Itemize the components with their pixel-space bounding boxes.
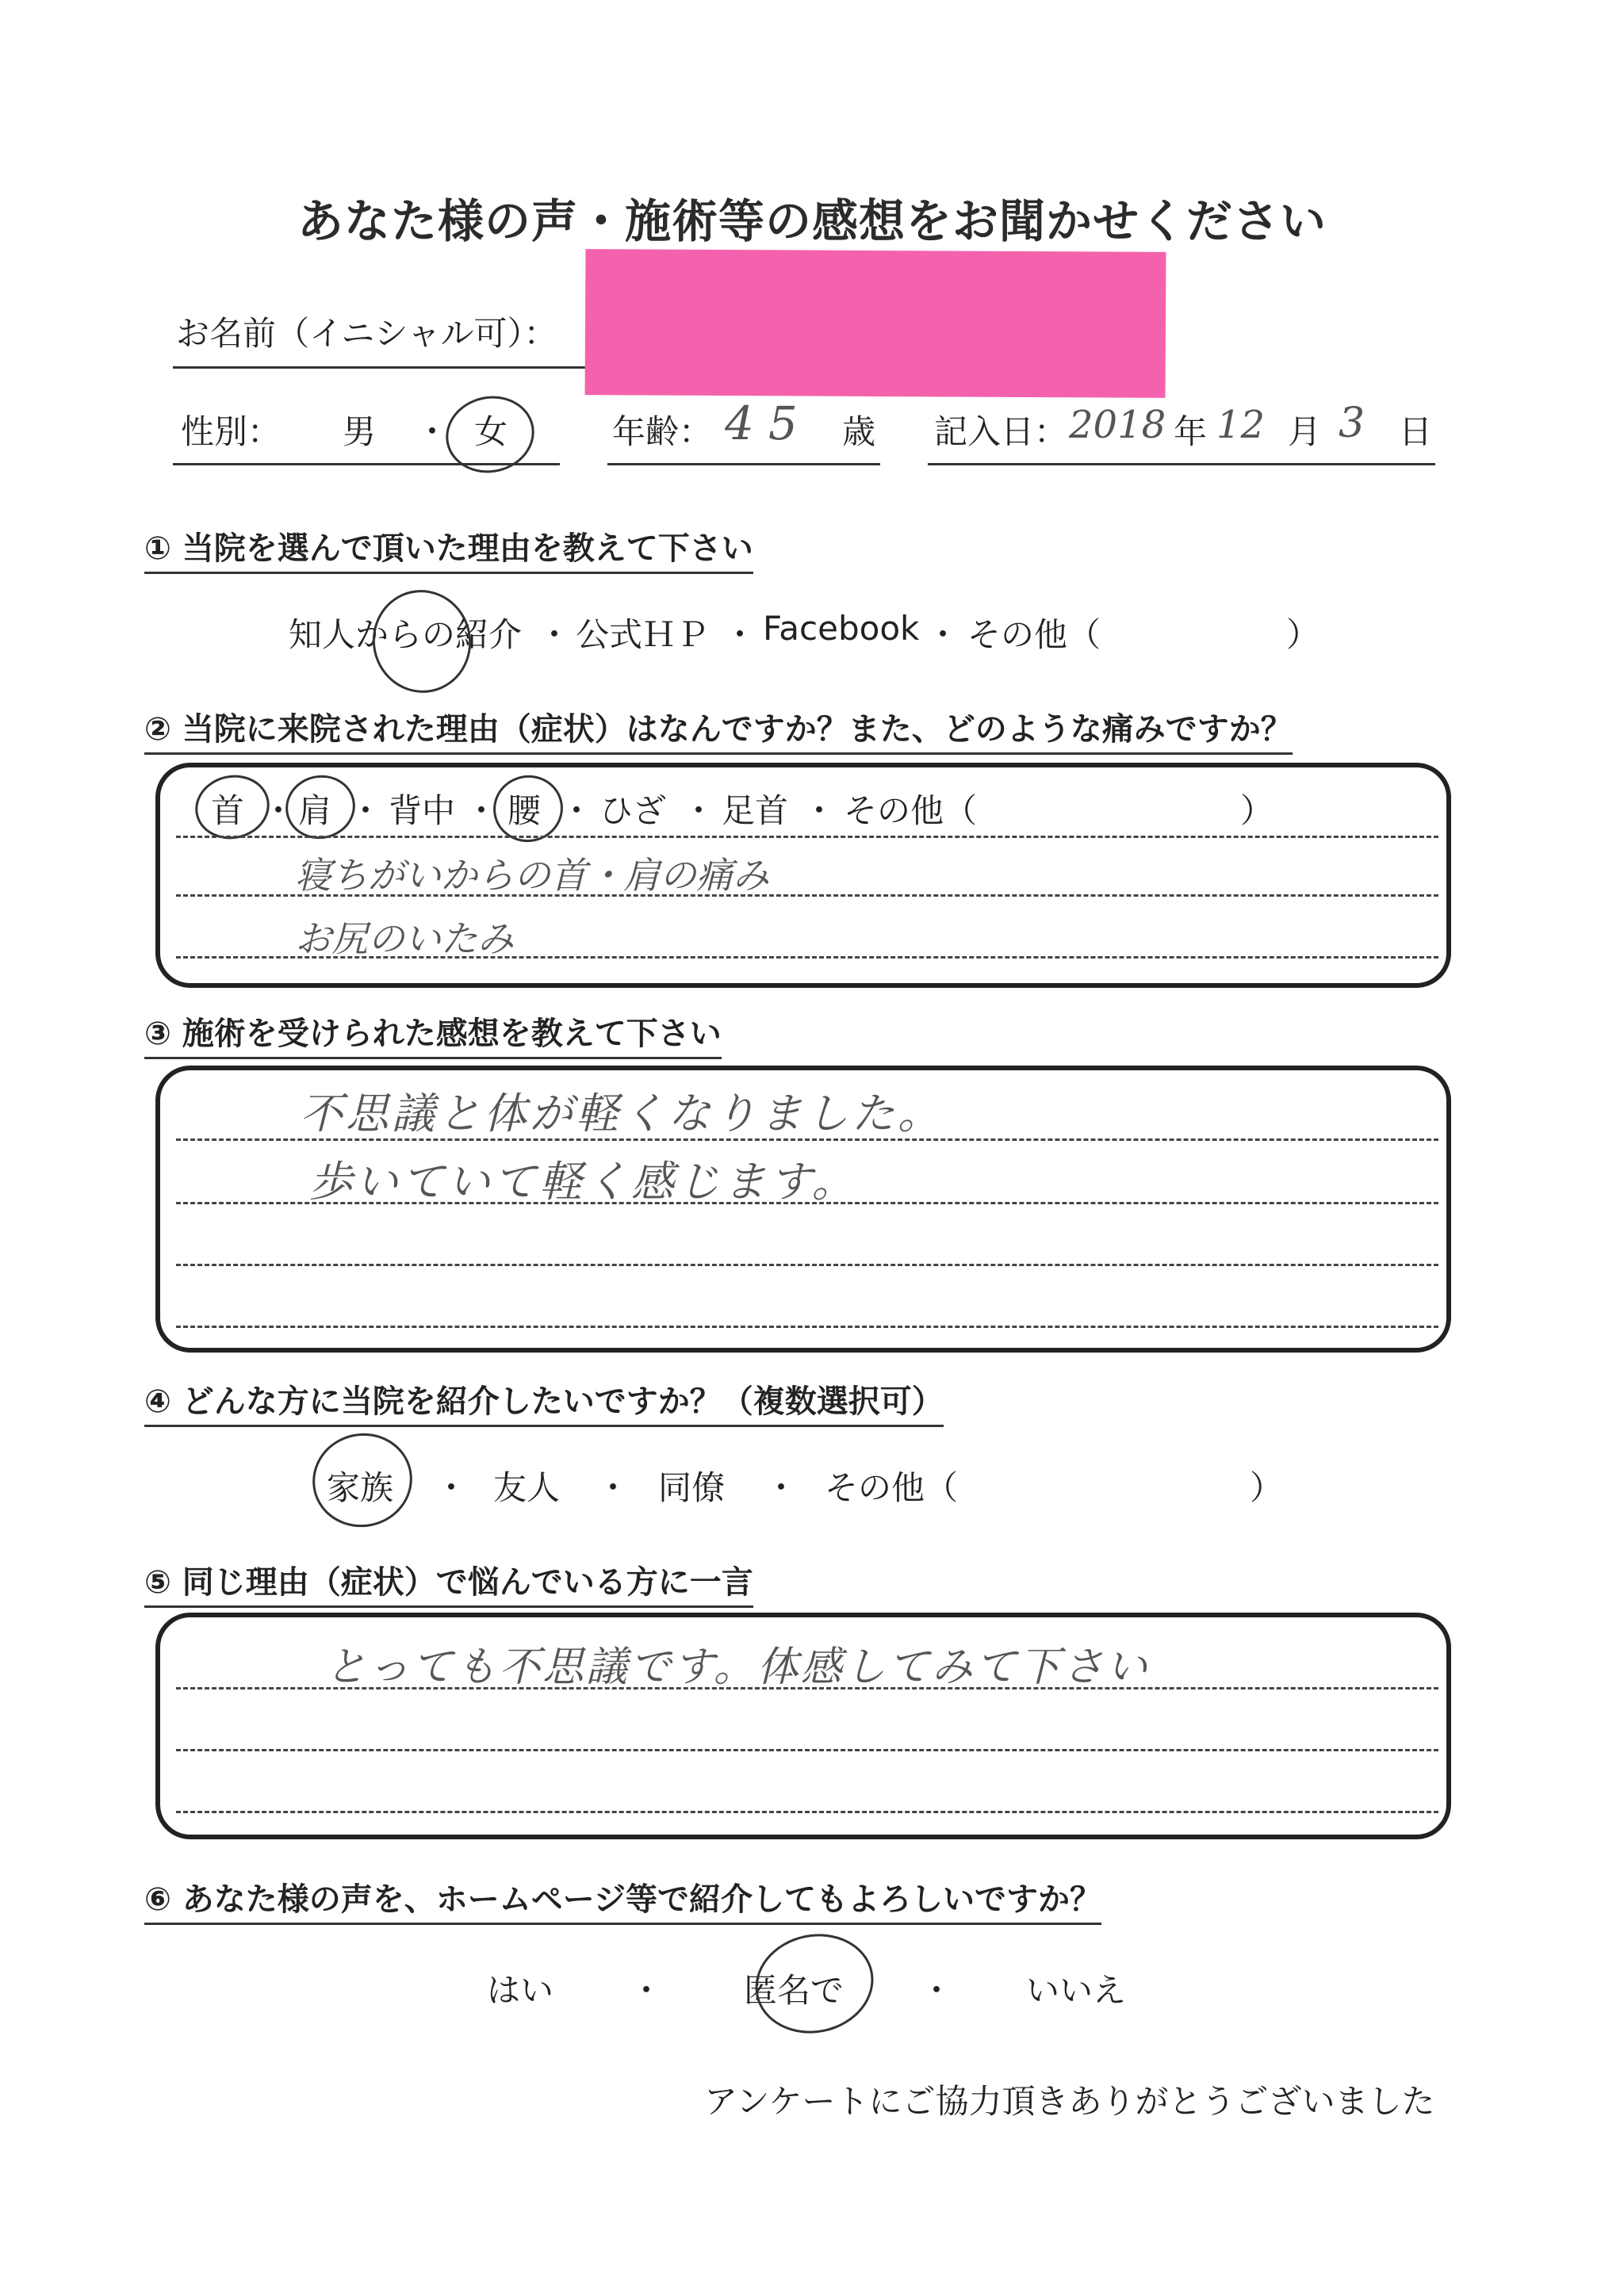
age-value[interactable]: 45: [725, 396, 812, 450]
q2-option-other[interactable]: その他（: [844, 791, 978, 830]
q2-separator: ・: [682, 791, 716, 830]
q2-separator: ・: [465, 791, 499, 830]
q6-option-yes[interactable]: はい: [487, 1971, 554, 2010]
selection-circle-female: [439, 388, 542, 480]
q1-other-close-paren: ）: [1286, 615, 1320, 654]
q4-option-friend[interactable]: 友人: [493, 1468, 561, 1507]
date-month-value[interactable]: 12: [1216, 403, 1266, 447]
year-unit: 年: [1174, 412, 1208, 451]
q2-answer-line-1[interactable]: 寝ちがいからの首・肩の痛み: [295, 854, 769, 897]
date-day-value[interactable]: 3: [1339, 400, 1365, 447]
date-label: 記入日：: [934, 412, 1068, 451]
q1-option-other[interactable]: その他（: [967, 615, 1101, 654]
gender-female-option[interactable]: 女: [474, 412, 508, 451]
date-underline: [928, 463, 1435, 465]
q4-separator: ・: [435, 1468, 469, 1507]
q1-option-referral[interactable]: 知人からの紹介: [289, 615, 523, 654]
q2-other-close-paren: ）: [1240, 791, 1274, 830]
q3-dashed-line: [176, 1202, 1438, 1204]
q2-dashed-line: [176, 894, 1438, 897]
age-unit: 歳: [842, 412, 876, 451]
q3-dashed-line: [176, 1326, 1438, 1328]
q3-dashed-line: [176, 1264, 1438, 1266]
q1-separator: ・: [723, 615, 757, 654]
q1-separator: ・: [538, 615, 572, 654]
q2-dashed-line: [176, 956, 1438, 959]
name-label: お名前（イニシャル可）：: [176, 314, 557, 353]
q4-separator: ・: [764, 1468, 799, 1507]
selection-circle-anonymous: [746, 1923, 883, 2044]
footer-thanks: アンケートにご協力頂きありがとうございました: [704, 2082, 1435, 2121]
gender-label: 性別：: [181, 412, 282, 451]
q4-separator: ・: [596, 1468, 630, 1507]
date-year-value[interactable]: 2018: [1069, 403, 1166, 447]
q1-separator: ・: [926, 615, 960, 654]
q4-heading: ④ どんな方に当院を紹介したいですか？（複数選択可）: [144, 1376, 944, 1427]
q6-option-anonymous[interactable]: 匿名で: [744, 1971, 845, 2010]
name-underline: [173, 366, 585, 369]
q2-option-ankle[interactable]: 足首: [722, 791, 789, 830]
q1-option-website[interactable]: 公式ＨＰ: [576, 615, 710, 654]
q2-separator: ・: [802, 791, 837, 830]
q6-separator: ・: [920, 1971, 954, 2010]
q2-option-neck[interactable]: 首: [211, 791, 245, 830]
q2-separator: ・: [349, 791, 383, 830]
q5-dashed-line: [176, 1687, 1438, 1689]
q3-answer-line-1[interactable]: 不思議と体が軽くなりました。: [300, 1089, 944, 1138]
q2-option-knee[interactable]: ひざ: [599, 791, 667, 830]
q1-option-facebook[interactable]: Facebook: [763, 609, 920, 648]
q4-option-family[interactable]: 家族: [327, 1468, 394, 1507]
q4-option-other[interactable]: その他（: [825, 1468, 959, 1507]
q4-option-coworker[interactable]: 同僚: [658, 1468, 726, 1507]
q5-heading: ⑤ 同じ理由（症状）で悩んでいる方に一言: [144, 1557, 753, 1608]
q3-dashed-line: [176, 1138, 1438, 1141]
q2-option-shoulder[interactable]: 肩: [298, 791, 332, 830]
selection-circle-referral: [363, 581, 481, 702]
q2-dashed-line: [176, 836, 1438, 838]
month-unit: 月: [1288, 412, 1322, 451]
q2-heading: ② 当院に来院された理由（症状）はなんですか？また、どのような痛みですか？: [144, 704, 1293, 755]
age-label: 年齢：: [612, 412, 713, 451]
gender-male-option[interactable]: 男: [343, 412, 377, 451]
q5-dashed-line: [176, 1749, 1438, 1751]
q2-separator: ・: [560, 791, 594, 830]
gender-separator: ・: [416, 412, 450, 451]
q3-heading: ③ 施術を受けられた感想を教えて下さい: [144, 1008, 722, 1059]
q6-option-no[interactable]: いいえ: [1026, 1971, 1127, 2010]
q4-other-close-paren: ）: [1250, 1468, 1284, 1507]
selection-circle-family: [304, 1424, 421, 1536]
day-unit: 日: [1399, 412, 1433, 451]
q6-heading: ⑥ あなた様の声を、ホームページ等で紹介してもよろしいですか？: [144, 1874, 1101, 1925]
q1-heading: ① 当院を選んで頂いた理由を教えて下さい: [144, 523, 753, 574]
gender-underline: [173, 463, 560, 465]
redaction-block: [585, 249, 1166, 398]
q2-answer-line-2[interactable]: お尻のいたみ: [295, 917, 514, 960]
form-title: あなた様の声・施術等の感想をお聞かせください: [297, 194, 1327, 248]
q3-answer-line-2[interactable]: 歩いていて軽く感じます。: [309, 1157, 858, 1207]
q2-option-lower-back[interactable]: 腰: [508, 791, 542, 830]
q6-separator: ・: [630, 1971, 664, 2010]
q5-answer-line-1[interactable]: とっても不思議です。体感してみて下さい: [325, 1644, 1150, 1691]
q5-dashed-line: [176, 1811, 1438, 1813]
age-underline: [607, 463, 880, 465]
q2-option-back[interactable]: 背中: [389, 791, 456, 830]
q2-separator: ・: [262, 791, 296, 830]
